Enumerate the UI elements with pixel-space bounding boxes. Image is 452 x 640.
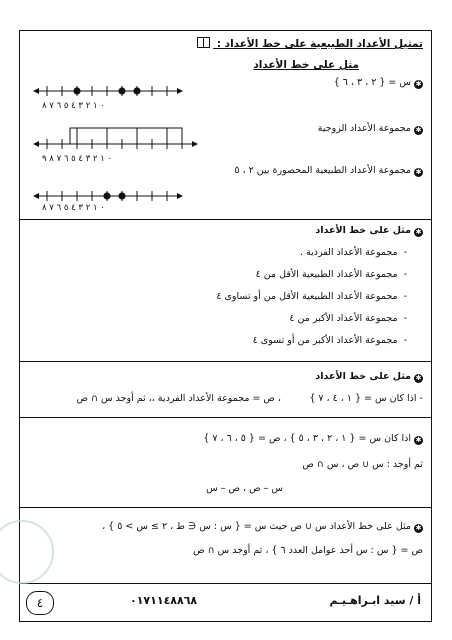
bullet-icon: ✱ <box>415 168 422 176</box>
section-4-line-3: س – ص ، ص – س <box>206 483 283 494</box>
footer-divider <box>20 583 431 584</box>
section-3-title-text: مثل على خط الأعداد <box>315 371 411 382</box>
subtitle: مثل على خط الأعداد <box>253 59 359 71</box>
even-set-text: مجموعة الأعداد الزوجية <box>317 123 411 134</box>
point-6 <box>73 87 80 94</box>
section-3-title <box>315 371 423 383</box>
section-3-line-b: ، ص = مجموعة الأعداد الفردية ،، ثم أوجد س ∩ ص <box>76 393 281 404</box>
even-set-label <box>318 123 423 135</box>
worksheet-title <box>197 37 423 50</box>
section-divider <box>20 417 431 418</box>
question-set <box>334 77 423 89</box>
point-4 <box>103 192 110 199</box>
section-5-line-2: ص = { س : س أحد عوامل العدد ٦ } ، ثم أوجد س ∩ ص <box>193 545 423 556</box>
author-name: أ / سيد ابـراهـيـم <box>329 594 421 607</box>
point-2 <box>133 87 140 94</box>
worksheet-page <box>19 30 432 622</box>
section-2-title <box>315 225 423 237</box>
book-icon <box>197 37 210 48</box>
section-5-line-1: ✱مثل على خط الأعداد س ∪ ص حيث س = { س : س ∈ ط ، ٢ ≥ س > ٥ } ، <box>102 521 422 532</box>
number-line-2-digits: ٠ ١ ٢ ٣ ٤ ٥ ٦ ٧ ٨ ٩ <box>42 154 113 164</box>
section-divider <box>20 219 431 220</box>
bullet-icon: ✱ <box>415 436 422 444</box>
title-text: تمثيل الأعداد الطبيعية على خط الأعداد : <box>216 38 423 50</box>
page-number: ٤ <box>26 591 54 615</box>
section-4-line-2: ثم أوجد : س ∪ ص ، س ∩ ص <box>302 459 423 470</box>
point-3 <box>118 87 125 94</box>
bullet-icon: ✱ <box>415 374 422 382</box>
section-4-line-1: ✱اذا كان س = { ١ ، ٢ ، ٣ ، ٥ } ، ص = { ٥ ، ٦ ، ٧ } <box>203 433 422 444</box>
phone-number: ٠١٧١١٤٨٨٦٨ <box>130 594 198 607</box>
list-item: -مجموعة الأعداد الأكبر من أو تسوى ٤ <box>252 335 407 346</box>
bullet-icon: ✱ <box>415 80 422 88</box>
question-set-text: س = { ٢ ، ٣ ، ٦ } <box>333 77 411 88</box>
list-item: -مجموعة الأعداد الطبيعية الأقل من أو تساوى ٤ <box>216 291 407 302</box>
bullet-icon: ✱ <box>415 524 422 532</box>
section-3-line-a: - اذا كان س = { ١ ، ٤ ، ٧ } <box>309 393 423 404</box>
section-divider <box>20 507 431 508</box>
point-3 <box>118 192 125 199</box>
between-set-label <box>234 165 423 177</box>
number-line-3-digits: ٠ ١ ٢ ٣ ٤ ٥ ٦ ٧ ٨ <box>42 203 105 213</box>
bullet-icon: ✱ <box>415 228 422 236</box>
list-item: -مجموعة الأعداد الطبيعية الأقل من ٤ <box>255 269 407 280</box>
list-item: -مجموعة الأعداد الأكبر من ٤ <box>289 313 407 324</box>
section-divider <box>20 361 431 362</box>
bullet-icon: ✱ <box>415 126 422 134</box>
number-line-1-digits: ٠ ١ ٢ ٣ ٤ ٥ ٦ ٧ ٨ <box>42 101 105 111</box>
between-set-text: مجموعة الأعداد الطبيعية المحصورة بين ٢ ، ٥ <box>234 165 411 176</box>
number-line-2-svg <box>33 127 198 153</box>
section-2-title-text: مثل على خط الأعداد <box>315 225 411 236</box>
number-line-2 <box>33 127 198 153</box>
list-item: -مجموعة الأعداد الفردية . <box>299 247 407 258</box>
